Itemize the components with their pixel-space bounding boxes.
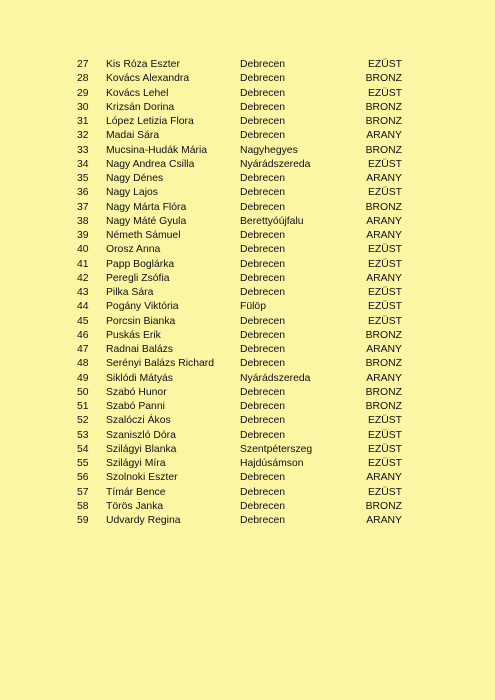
participant-name: Szilágyi Míra	[106, 458, 166, 469]
participant-name: Kovács Alexandra	[106, 73, 190, 85]
medal-result: EZÜST	[367, 415, 402, 427]
participant-name: Kis Róza Eszter	[106, 59, 180, 70]
participant-city: Fülöp	[240, 301, 266, 313]
row-number: 54	[77, 443, 89, 455]
medal-result: EZÜST	[367, 315, 402, 327]
row-number: 36	[77, 187, 89, 199]
row-number: 27	[77, 59, 89, 70]
row-number: 47	[77, 344, 89, 355]
row-number: 35	[77, 173, 89, 184]
participant-city: Debrecen	[240, 429, 286, 441]
participant-name: Nagy Andrea Csilla	[106, 158, 195, 170]
participant-city: Debrecen	[240, 230, 286, 241]
table-row	[68, 500, 402, 514]
participant-city: Debrecen	[240, 244, 286, 256]
participant-city: Debrecen	[240, 486, 286, 498]
medal-result: ARANY	[366, 272, 402, 284]
row-number: 45	[77, 315, 89, 327]
participant-name: Kovács Lehel	[106, 87, 169, 99]
participant-city: Debrecen	[240, 258, 286, 270]
medal-result: BRONZ	[365, 329, 402, 341]
participant-city: Berettyóújfalu	[240, 215, 304, 227]
medal-result: EZÜST	[367, 87, 402, 99]
participant-name: Krizsán Dorina	[106, 101, 175, 113]
participant-name: Papp Boglárka	[106, 258, 175, 270]
row-number: 37	[77, 201, 89, 213]
medal-result: BRONZ	[365, 101, 402, 113]
medal-result: ARANY	[366, 173, 402, 184]
row-number: 51	[77, 401, 89, 412]
participant-city: Debrecen	[240, 130, 286, 142]
row-number: 56	[77, 472, 89, 484]
participant-name: Udvardy Regina	[106, 515, 181, 526]
participant-name: Nagy Dénes	[106, 173, 164, 184]
medal-result: EZÜST	[367, 158, 402, 170]
row-number: 32	[77, 130, 89, 142]
table-row	[68, 357, 402, 371]
table-row	[68, 158, 402, 172]
participant-city: Nyárádszereda	[240, 158, 311, 170]
table-row	[68, 129, 402, 143]
participant-name: Orosz Anna	[106, 244, 161, 256]
participant-city: Debrecen	[240, 87, 286, 99]
participant-city: Debrecen	[240, 187, 286, 199]
participant-name: Szaniszló Dóra	[106, 429, 176, 441]
table-row	[68, 101, 402, 115]
participant-city: Nyárádszereda	[240, 372, 311, 384]
participant-city: Debrecen	[240, 116, 286, 127]
participant-city: Debrecen	[240, 500, 286, 512]
participant-name: Pilka Sára	[106, 287, 154, 298]
medal-result: ARANY	[366, 130, 402, 142]
table-row	[68, 186, 402, 200]
medal-result: BRONZ	[365, 144, 402, 156]
table-row	[68, 514, 402, 528]
medal-result: ARANY	[366, 372, 402, 384]
table-row	[68, 201, 402, 215]
participant-city: Szentpéterszeg	[240, 443, 313, 455]
participant-name: Serényi Balázs Richard	[106, 358, 214, 370]
participant-name: Szilágyi Blanka	[106, 443, 177, 455]
row-number: 33	[77, 144, 89, 156]
table-row	[68, 414, 402, 428]
medal-result: ARANY	[366, 230, 402, 241]
row-number: 38	[77, 215, 89, 227]
row-number: 41	[77, 258, 89, 270]
medal-result: ARANY	[366, 215, 402, 227]
medal-result: BRONZ	[365, 358, 402, 370]
medal-result: EZÜST	[367, 301, 402, 313]
table-row	[68, 258, 402, 272]
medal-result: BRONZ	[365, 73, 402, 85]
participant-name: Tímár Bence	[106, 486, 166, 498]
table-row	[68, 486, 402, 500]
participant-name: Madai Sára	[106, 130, 160, 142]
participant-city: Debrecen	[240, 515, 286, 526]
table-row	[68, 72, 402, 86]
row-number: 28	[77, 73, 89, 85]
medal-result: ARANY	[366, 472, 402, 484]
medal-result: EZÜST	[367, 486, 402, 498]
table-row	[68, 329, 402, 343]
table-row	[68, 386, 402, 400]
participant-city: Debrecen	[240, 73, 286, 85]
medal-result: EZÜST	[367, 458, 402, 469]
participant-name: Szabó Panni	[106, 401, 165, 412]
participant-name: Radnai Balázs	[106, 344, 174, 355]
row-number: 34	[77, 158, 89, 170]
participant-city: Debrecen	[240, 272, 286, 284]
results-table	[68, 58, 402, 528]
participant-city: Debrecen	[240, 358, 286, 370]
table-row	[68, 172, 402, 186]
table-row	[68, 400, 402, 414]
row-number: 48	[77, 358, 89, 370]
participant-city: Debrecen	[240, 201, 286, 213]
row-number: 30	[77, 101, 89, 113]
table-row	[68, 372, 402, 386]
participant-name: Nagy Lajos	[106, 187, 158, 199]
participant-city: Hajdúsámson	[240, 458, 304, 469]
participant-name: Mucsina-Hudák Mária	[106, 144, 208, 156]
participant-name: Siklódi Mátyás	[106, 372, 173, 384]
row-number: 57	[77, 486, 89, 498]
participant-name: Puskás Erik	[106, 329, 161, 341]
table-row	[68, 457, 402, 471]
table-row	[68, 115, 402, 129]
participant-city: Debrecen	[240, 472, 286, 484]
table-row	[68, 315, 402, 329]
medal-result: EZÜST	[367, 187, 402, 199]
participant-city: Debrecen	[240, 315, 286, 327]
medal-result: EZÜST	[367, 443, 402, 455]
participant-city: Debrecen	[240, 401, 286, 412]
row-number: 46	[77, 329, 89, 341]
table-row	[68, 144, 402, 158]
row-number: 44	[77, 301, 89, 313]
table-row	[68, 243, 402, 257]
table-row	[68, 429, 402, 443]
participant-city: Debrecen	[240, 59, 286, 70]
medal-result: ARANY	[366, 515, 402, 526]
participant-name: Porcsin Bianka	[106, 315, 176, 327]
row-number: 42	[77, 272, 89, 284]
participant-name: Pogány Viktória	[106, 301, 179, 313]
participant-city: Debrecen	[240, 101, 286, 113]
row-number: 29	[77, 87, 89, 99]
row-number: 31	[77, 116, 89, 127]
participant-name: López Letizia Flora	[106, 116, 194, 127]
medal-result: BRONZ	[365, 116, 402, 127]
row-number: 52	[77, 415, 89, 427]
medal-result: BRONZ	[365, 386, 402, 398]
medal-result: BRONZ	[365, 401, 402, 412]
table-row	[68, 471, 402, 485]
participant-city: Debrecen	[240, 415, 286, 427]
row-number: 39	[77, 230, 89, 241]
participant-name: Peregli Zsófia	[106, 272, 170, 284]
participant-name: Nagy Márta Flóra	[106, 201, 187, 213]
participant-city: Nagyhegyes	[240, 144, 298, 156]
row-number: 49	[77, 372, 89, 384]
table-row	[68, 300, 402, 314]
participant-city: Debrecen	[240, 386, 286, 398]
table-row	[68, 286, 402, 300]
row-number: 59	[77, 515, 89, 526]
participant-name: Nagy Máté Gyula	[106, 215, 187, 227]
medal-result: EZÜST	[367, 287, 402, 298]
participant-city: Debrecen	[240, 344, 286, 355]
row-number: 40	[77, 244, 89, 256]
participant-name: Németh Sámuel	[106, 230, 181, 241]
row-number: 58	[77, 500, 89, 512]
row-number: 53	[77, 429, 89, 441]
table-row	[68, 272, 402, 286]
participant-city: Debrecen	[240, 287, 286, 298]
medal-result: EZÜST	[367, 429, 402, 441]
participant-name: Szolnoki Eszter	[106, 472, 178, 484]
table-row	[68, 443, 402, 457]
participant-city: Debrecen	[240, 329, 286, 341]
table-row	[68, 87, 402, 101]
table-row	[68, 229, 402, 243]
medal-result: EZÜST	[367, 258, 402, 270]
row-number: 50	[77, 386, 89, 398]
participant-name: Szabó Hunor	[106, 386, 167, 398]
participant-name: Törös Janka	[106, 500, 164, 512]
table-row	[68, 58, 402, 72]
table-row	[68, 215, 402, 229]
table-row	[68, 343, 402, 357]
participant-name: Szalóczi Ákos	[106, 415, 171, 427]
participant-city: Debrecen	[240, 173, 286, 184]
medal-result: EZÜST	[367, 244, 402, 256]
medal-result: EZÜST	[367, 59, 402, 70]
medal-result: BRONZ	[365, 201, 402, 213]
medal-result: ARANY	[366, 344, 402, 355]
medal-result: BRONZ	[365, 500, 402, 512]
row-number: 43	[77, 287, 89, 298]
row-number: 55	[77, 458, 89, 469]
